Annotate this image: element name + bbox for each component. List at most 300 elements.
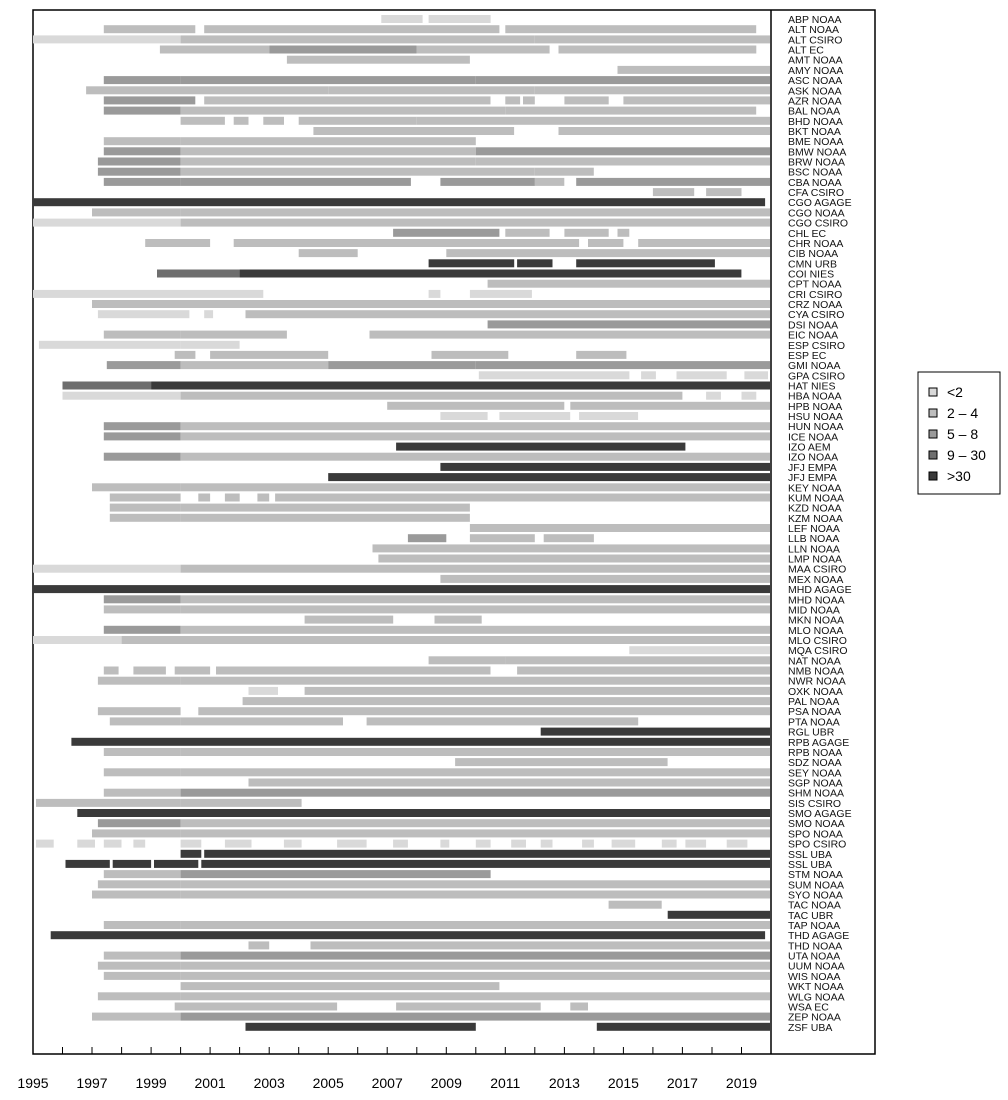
station-bar-segment: [476, 158, 770, 166]
station-bar-segment: [181, 921, 770, 929]
station-label: LLB NOAA: [788, 533, 840, 546]
station-bar-segment: [417, 46, 550, 54]
station-bar-segment: [181, 168, 535, 176]
station-label: GPA CSIRO: [788, 370, 845, 383]
station-label: WKT NOAA: [788, 981, 844, 994]
station-bar-segment: [393, 229, 499, 237]
station-bar-segment: [429, 656, 506, 664]
station-bar-segment: [541, 840, 553, 848]
station-label: RPB AGAGE: [788, 736, 850, 749]
station-label: EIC NOAA: [788, 329, 839, 342]
station-bar-segment: [181, 992, 770, 1000]
station-label: HUN NOAA: [788, 421, 844, 434]
station-bar-segment: [181, 422, 770, 430]
station-bar-segment: [92, 483, 181, 491]
station-bar-segment: [92, 891, 181, 899]
station-label: CFA CSIRO: [788, 187, 845, 200]
station-label: CRI CSIRO: [788, 288, 843, 301]
station-label: BRW NOAA: [788, 156, 845, 169]
station-bar-segment: [511, 840, 526, 848]
station-label: BME NOAA: [788, 136, 844, 149]
station-bar-segment: [151, 382, 770, 390]
station-label: DSI NOAA: [788, 319, 839, 332]
station-bar-segment: [201, 860, 770, 868]
station-bar-segment: [275, 494, 770, 502]
station-bar-segment: [77, 840, 95, 848]
station-bar-segment: [154, 860, 198, 868]
station-label: COI NIES: [788, 268, 835, 281]
station-bar-segment: [373, 544, 771, 552]
station-label: THD AGAGE: [788, 930, 850, 943]
station-bar-segment: [33, 219, 181, 227]
station-bar-segment: [505, 25, 756, 33]
station-label: MID NOAA: [788, 604, 840, 617]
station-bar-segment: [488, 280, 770, 288]
station-bar-segment: [181, 208, 770, 216]
station-bar-segment: [505, 96, 520, 104]
station-bar-segment: [104, 748, 181, 756]
station-bar-segment: [313, 127, 514, 135]
station-bar-segment: [429, 290, 441, 298]
station-label: CRZ NOAA: [788, 299, 843, 311]
station-bar-segment: [98, 158, 181, 166]
x-tick-label: 1999: [135, 1075, 167, 1091]
station-label: BMW NOAA: [788, 146, 847, 159]
station-bar-segment: [181, 829, 770, 837]
station-bar-segment: [396, 443, 685, 451]
station-bar-segment: [370, 331, 771, 339]
station-bar-segment: [641, 371, 656, 379]
station-bar-segment: [110, 494, 181, 502]
station-label: KZD NOAA: [788, 502, 842, 515]
station-bar-segment: [476, 76, 770, 84]
station-bar-segment: [198, 707, 770, 715]
station-bar-segment: [181, 565, 770, 573]
station-label: CMN URB: [788, 258, 837, 271]
station-bar-segment: [181, 819, 770, 827]
station-bar-segment: [210, 351, 328, 359]
station-bar-segment: [110, 504, 181, 512]
station-label: SDZ NOAA: [788, 757, 842, 770]
station-bar-segment: [175, 667, 210, 675]
station-label: ALT EC: [788, 44, 824, 57]
station-label: HPB NOAA: [788, 400, 843, 413]
station-bar-segment: [234, 117, 249, 125]
station-bar-segment: [249, 779, 771, 787]
station-bar-segment: [110, 717, 181, 725]
station-bar-segment: [181, 717, 343, 725]
station-bar-segment: [98, 707, 181, 715]
legend-label: 2 – 4: [947, 405, 979, 421]
x-tick-label: 2009: [430, 1075, 462, 1091]
x-tick-label: 2001: [194, 1075, 226, 1091]
station-bar-segment: [393, 840, 408, 848]
station-bar-segment: [181, 799, 302, 807]
station-bar-segment: [225, 494, 240, 502]
station-bar-segment: [299, 249, 358, 257]
station-bar-segment: [181, 331, 287, 339]
station-bar-segment: [104, 107, 181, 115]
station-bar-segment: [104, 25, 196, 33]
station-bar-segment: [609, 901, 662, 909]
station-bar-segment: [63, 392, 181, 400]
station-bar-segment: [668, 911, 770, 919]
station-bar-segment: [440, 575, 770, 583]
station-bar-segment: [744, 371, 768, 379]
station-bar-segment: [305, 687, 770, 695]
station-label: BAL NOAA: [788, 105, 841, 118]
station-bar-segment: [677, 371, 727, 379]
station-bar-segment: [440, 463, 770, 471]
station-bar-segment: [104, 76, 181, 84]
legend-label: 5 – 8: [947, 426, 979, 442]
station-label: UUM NOAA: [788, 960, 845, 973]
station-bar-segment: [488, 320, 770, 328]
station-bar-segment: [653, 188, 694, 196]
station-bar-segment: [181, 432, 770, 440]
x-tick-label: 2007: [371, 1075, 403, 1091]
station-label: LMP NOAA: [788, 553, 843, 566]
station-label: BHD NOAA: [788, 115, 843, 128]
station-bar-segment: [33, 198, 765, 206]
station-bar-segment: [122, 636, 770, 644]
station-bar-segment: [535, 35, 770, 43]
station-bar-segment: [446, 249, 770, 257]
station-label: WLG NOAA: [788, 991, 845, 1004]
station-bar-segment: [66, 860, 110, 868]
station-bar-segment: [476, 840, 491, 848]
x-tick-label: 2005: [312, 1075, 344, 1091]
station-bar-segment: [33, 636, 122, 644]
station-bar-segment: [479, 371, 630, 379]
station-bar-segment: [429, 259, 515, 267]
x-tick-label: 2013: [548, 1075, 580, 1091]
station-label: IZO NOAA: [788, 451, 839, 464]
station-bar-segment: [559, 46, 757, 54]
station-bar-segment: [246, 1023, 476, 1031]
station-bar-segment: [110, 514, 181, 522]
station-bar-segment: [204, 310, 213, 318]
station-bar-segment: [181, 137, 476, 145]
station-bar-segment: [113, 860, 151, 868]
station-bar-segment: [662, 840, 677, 848]
station-bar-segment: [455, 758, 667, 766]
station-label: RGL UBR: [788, 726, 835, 739]
station-bar-segment: [216, 667, 491, 675]
station-label: HSU NOAA: [788, 411, 843, 423]
station-bar-segment: [204, 850, 770, 858]
station-label: ZSF UBA: [788, 1021, 833, 1034]
station-label: SSL UBA: [788, 848, 832, 861]
station-bar-segment: [742, 392, 757, 400]
station-bar-segment: [33, 585, 770, 593]
station-bar-segment: [181, 341, 240, 349]
station-bar-segment: [269, 46, 417, 54]
station-label: ICE NOAA: [788, 431, 839, 444]
station-bar-segment: [311, 941, 771, 949]
station-label: GMI NOAA: [788, 360, 841, 373]
station-bar-segment: [181, 605, 770, 613]
station-label: ESP CSIRO: [788, 339, 845, 352]
station-label: SUM NOAA: [788, 879, 845, 892]
station-label: SEY NOAA: [788, 767, 842, 780]
station-bar-segment: [328, 361, 476, 369]
x-tick-label: 2015: [607, 1075, 639, 1091]
station-label: STM NOAA: [788, 869, 843, 882]
station-label: SMO NOAA: [788, 818, 845, 831]
station-bar-segment: [328, 473, 770, 481]
station-bar-segment: [408, 534, 446, 542]
station-bar-segment: [440, 412, 487, 420]
station-bar-segment: [429, 15, 491, 23]
station-bar-segment: [706, 188, 741, 196]
station-label: ZEP NOAA: [788, 1011, 841, 1024]
station-label: ESP EC: [788, 349, 827, 362]
station-label: WSA EC: [788, 1001, 829, 1014]
station-bar-segment: [378, 555, 770, 563]
station-bar-segment: [470, 534, 535, 542]
station-bar-segment: [36, 799, 181, 807]
legend-label: 9 – 30: [947, 447, 986, 463]
station-bar-segment: [63, 382, 152, 390]
station-bar-segment: [104, 331, 181, 339]
station-bar-segment: [706, 392, 721, 400]
station-label: MQA CSIRO: [788, 645, 848, 658]
station-bar-segment: [98, 962, 181, 970]
station-label: ABP NOAA: [788, 14, 842, 26]
station-bar-segment: [181, 361, 329, 369]
station-label: CHL EC: [788, 227, 827, 240]
station-bar-segment: [559, 127, 771, 135]
station-bar-segment: [181, 107, 506, 115]
station-bar-segment: [597, 1023, 770, 1031]
station-bar-segment: [181, 35, 535, 43]
station-label: IZO AEM: [788, 441, 831, 454]
x-tick-label: 2017: [666, 1075, 698, 1091]
station-bar-segment: [71, 738, 770, 746]
station-bar-segment: [570, 1003, 588, 1011]
x-tick-label: 2003: [253, 1075, 285, 1091]
station-bar-segment: [104, 952, 181, 960]
station-label: KZM NOAA: [788, 512, 843, 525]
station-bar-segment: [181, 768, 770, 776]
station-bar-segment: [133, 840, 145, 848]
station-label: CBA NOAA: [788, 176, 842, 189]
station-bar-segment: [582, 840, 594, 848]
station-bar-segment: [181, 219, 770, 227]
station-label: NAT NOAA: [788, 655, 841, 668]
station-bar-segment: [160, 46, 269, 54]
station-bar-segment: [104, 789, 181, 797]
station-bar-segment: [181, 483, 770, 491]
station-bar-segment: [145, 239, 210, 247]
station-bar-segment: [181, 1013, 770, 1021]
station-bar-segment: [51, 931, 765, 939]
station-bar-segment: [104, 147, 181, 155]
station-label: KUM NOAA: [788, 492, 845, 505]
station-bar-segment: [328, 86, 535, 94]
station-label: CPT NOAA: [788, 278, 842, 291]
station-bar-segment: [104, 605, 181, 613]
station-bar-segment: [287, 56, 470, 64]
x-tick-label: 1997: [76, 1075, 108, 1091]
station-label: AMT NOAA: [788, 54, 843, 67]
station-bar-segment: [92, 300, 770, 308]
station-bar-segment: [305, 616, 394, 624]
station-bar-segment: [505, 656, 770, 664]
station-bar-segment: [104, 422, 181, 430]
station-bar-segment: [576, 178, 770, 186]
x-tick-label: 1995: [17, 1075, 49, 1091]
station-bar-segment: [240, 270, 742, 278]
station-label: JFJ EMPA: [788, 461, 837, 474]
station-label: JFJ EMPA: [788, 472, 837, 485]
station-bar-segment: [104, 667, 119, 675]
station-bar-segment: [181, 748, 770, 756]
station-bar-segment: [181, 850, 202, 858]
station-bar-segment: [92, 1013, 181, 1021]
station-bar-segment: [225, 840, 252, 848]
station-bar-segment: [36, 840, 54, 848]
station-bar-segment: [104, 96, 196, 104]
station-label: CGO NOAA: [788, 207, 845, 220]
station-label: HAT NIES: [788, 380, 836, 393]
station-bar-segment: [181, 789, 770, 797]
station-label: SPO NOAA: [788, 828, 843, 841]
station-bar-segment: [470, 290, 532, 298]
station-bar-segment: [181, 880, 770, 888]
station-bar-segment: [181, 840, 202, 848]
legend-label: >30: [947, 468, 971, 484]
station-label: MLO CSIRO: [788, 635, 847, 647]
station-bar-segment: [98, 992, 181, 1000]
station-bar-segment: [544, 534, 594, 542]
station-label: TAP NOAA: [788, 920, 841, 932]
station-bar-segment: [181, 392, 683, 400]
station-bar-segment: [727, 840, 748, 848]
station-label: BKT NOAA: [788, 126, 841, 138]
station-bar-segment: [257, 494, 269, 502]
station-bar-segment: [576, 351, 626, 359]
station-bar-segment: [98, 880, 181, 888]
station-bar-segment: [535, 168, 594, 176]
legend-swatch: [929, 409, 937, 417]
station-bar-segment: [612, 840, 636, 848]
legend-swatch: [929, 430, 937, 438]
station-bars: [33, 15, 770, 1031]
station-bar-segment: [98, 677, 181, 685]
station-label: BSC NOAA: [788, 166, 843, 179]
legend-label: <2: [947, 384, 963, 400]
station-bar-segment: [246, 310, 771, 318]
station-label: MAA CSIRO: [788, 563, 847, 576]
station-bar-segment: [181, 158, 476, 166]
station-label: THD NOAA: [788, 940, 843, 953]
station-label: MHD NOAA: [788, 594, 845, 607]
station-label: SYO NOAA: [788, 889, 843, 902]
station-bar-segment: [470, 524, 770, 532]
station-label: OXK NOAA: [788, 685, 843, 698]
station-bar-segment: [685, 840, 706, 848]
station-bar-segment: [181, 626, 770, 634]
station-bar-segment: [104, 972, 181, 980]
station-bar-segment: [440, 178, 535, 186]
station-bar-segment: [181, 962, 770, 970]
station-bar-segment: [104, 178, 181, 186]
legend-swatch: [929, 388, 937, 396]
station-label: SMO AGAGE: [788, 808, 852, 820]
station-bar-segment: [104, 870, 181, 878]
station-label: PAL NOAA: [788, 696, 840, 709]
station-bar-segment: [77, 809, 770, 817]
station-bar-segment: [181, 952, 770, 960]
station-bar-segment: [517, 259, 552, 267]
station-bar-segment: [541, 728, 770, 736]
station-bar-segment: [638, 239, 770, 247]
station-bar-segment: [499, 412, 570, 420]
station-bar-segment: [107, 361, 181, 369]
station-bar-segment: [98, 310, 189, 318]
station-bar-segment: [33, 35, 181, 43]
station-bar-segment: [564, 96, 608, 104]
station-bar-segment: [204, 96, 490, 104]
station-bar-segment: [133, 667, 166, 675]
station-label: KEY NOAA: [788, 482, 842, 495]
station-bar-segment: [181, 870, 491, 878]
station-bar-segment: [198, 494, 210, 502]
station-bar-segment: [204, 25, 499, 33]
station-bar-segment: [579, 412, 638, 420]
station-bar-segment: [505, 107, 756, 115]
station-bar-segment: [181, 76, 476, 84]
station-bar-segment: [263, 117, 284, 125]
station-label: PTA NOAA: [788, 716, 840, 729]
station-label: SSL UBA: [788, 858, 832, 871]
station-label: HBA NOAA: [788, 390, 842, 403]
station-label: MKN NOAA: [788, 614, 845, 627]
station-label: ASK NOAA: [788, 85, 842, 98]
station-bar-segment: [104, 432, 181, 440]
x-tick-label: 2011: [490, 1075, 521, 1091]
station-bar-segment: [104, 921, 181, 929]
station-label: ALT NOAA: [788, 24, 839, 37]
station-label: NMB NOAA: [788, 665, 845, 678]
station-bar-segment: [284, 840, 302, 848]
station-bar-segment: [435, 616, 482, 624]
station-bar-segment: [104, 453, 181, 461]
station-bar-segment: [396, 1003, 541, 1011]
station-bar-segment: [104, 626, 181, 634]
station-label: SGP NOAA: [788, 777, 843, 790]
station-bar-segment: [387, 402, 564, 410]
station-bar-segment: [86, 86, 328, 94]
station-bar-segment: [175, 1003, 337, 1011]
station-label: WIS NOAA: [788, 970, 841, 983]
station-bar-segment: [523, 96, 535, 104]
station-label: CIB NOAA: [788, 248, 839, 261]
station-label: CYA CSIRO: [788, 309, 845, 322]
station-bar-segment: [181, 514, 470, 522]
station-bar-segment: [181, 117, 225, 125]
station-labels: [788, 14, 852, 1034]
station-bar-segment: [249, 687, 279, 695]
station-bar-segment: [476, 361, 770, 369]
station-bar-segment: [104, 840, 122, 848]
station-bar-segment: [157, 270, 240, 278]
station-bar-segment: [98, 819, 181, 827]
station-label: ALT CSIRO: [788, 34, 843, 47]
station-label: ASC NOAA: [788, 75, 843, 88]
